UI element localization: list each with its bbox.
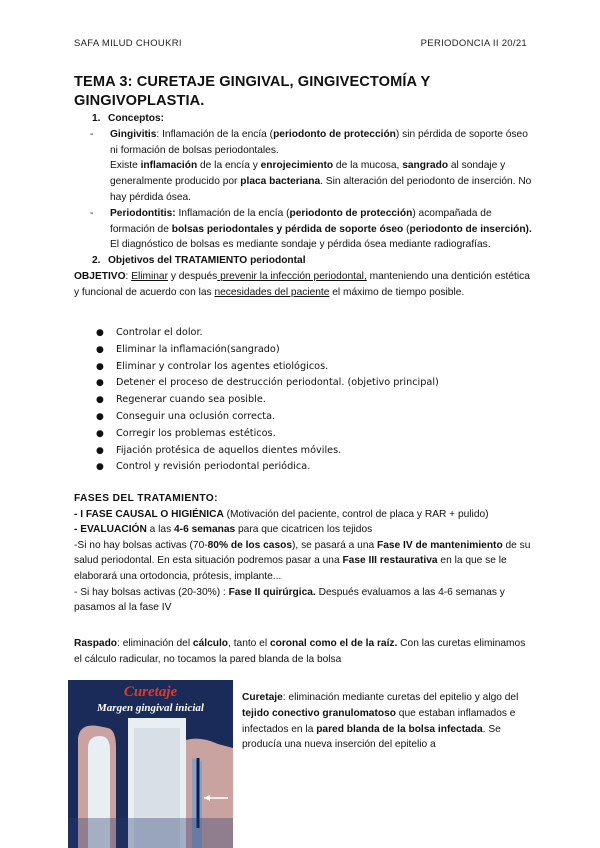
list-item: ● Control y revisión periodontal periódica. bbox=[88, 459, 528, 476]
list-item: ● Conseguir una oclusión correcta. bbox=[88, 409, 528, 426]
bullet-icon: ● bbox=[96, 344, 104, 355]
section-1-heading: 1. Conceptos: bbox=[92, 113, 165, 124]
list-item: ● Controlar el dolor. bbox=[88, 325, 528, 342]
figure-title: Curetaje bbox=[123, 684, 178, 700]
treatment-phases bbox=[74, 491, 534, 616]
curetaje-paragraph: Curetaje: eliminación mediante curetas del epitelio y algo del tejido conectivo granulomatoso que estaban inflamados e infectados en la pared blanda de la bolsa infectada. Se producía una nueva inserción del epitelio a bbox=[242, 692, 519, 751]
header-course: PERIODONCIA II 20/21 bbox=[420, 38, 527, 49]
bullet-icon: ● bbox=[96, 328, 104, 338]
bullet-icon: ● bbox=[96, 361, 104, 372]
list-item: ● Eliminar la inflamación(sangrado) bbox=[88, 342, 528, 359]
list-item: ● Fijación protésica de aquellos dientes móviles. bbox=[88, 443, 528, 460]
section-2-heading: 2. Objetivos del TRATAMIENTO periodontal bbox=[92, 255, 306, 267]
phase-active-pockets: - Si hay bolsas activas (20-30%) : Fase II quirúrgica. Después evaluamos a las 4-6 semanas y pasamos al la fase IV bbox=[74, 586, 505, 614]
header-author: SAFA MILUD CHOUKRI bbox=[74, 38, 182, 49]
periodontitis-definition: - Periodontitis: Inflamación de la encía (periodonto de protección) acompañada de formación de bolsas periodontales y pérdida de soporte óseo (periodonto de inserción). El diagnóstico de bolsas es mediante sondaje y pérdida ósea mediante radiografías. bbox=[90, 207, 532, 251]
figure-subtitle: Margen gingival inicial bbox=[97, 702, 204, 714]
list-item: ● Detener el proceso de destrucción periodontal. (objetivo principal) bbox=[88, 375, 528, 392]
objetivo-paragraph: OBJETIVO: Eliminar y después prevenir la infección periodontal, manteniendo una dentición estética y funcional de acuerdo con las necesidades del paciente el máximo de tiempo posible. bbox=[74, 270, 530, 298]
curetaje-figure bbox=[68, 680, 233, 848]
phases-title: FASES DEL TRATAMIENTO: bbox=[74, 493, 218, 504]
bullet-icon: ● bbox=[96, 395, 104, 406]
objectives-list bbox=[88, 325, 528, 476]
bullet-icon: ● bbox=[96, 411, 104, 422]
list-item: ● Regenerar cuando sea posible. bbox=[88, 392, 528, 409]
phase-evaluation: - EVALUACIÓN a las 4-6 semanas para que cicatricen los tejidos bbox=[74, 524, 373, 536]
gingivitis-definition: - Gingivitis: Inflamación de la encía (periodonto de protección) sin pérdida de soporte óseo ni formación de bolsas periodontales. Existe inflamación de la encía y enrojecimiento de la mucosa, sangrado al sondaje y generalmente producido por placa bacteriana. Sin alteración del periodonto de inserción. No hay pérdida ósea. bbox=[90, 128, 532, 203]
list-item: ● Eliminar y controlar los agentes etiológicos. bbox=[88, 359, 528, 376]
phase-1: - I FASE CAUSAL O HIGIÉNICA (Motivación del paciente, control de placa y RAR + pulido) bbox=[74, 508, 489, 520]
page-title: TEMA 3: CURETAJE GINGIVAL, GINGIVECTOMÍA Y GINGIVOPLASTIA. bbox=[74, 74, 431, 109]
bullet-icon: ● bbox=[96, 428, 104, 439]
phase-no-active-pockets: -Si no hay bolsas activas (70-80% de los casos), se pasará a una Fase IV de mantenimiento de su salud periodontal. En esta situación podremos pasar a una Fase III restaurativa en la que se le elaborará una ortodoncia, prótesis, implante... bbox=[74, 539, 531, 582]
tooth-illustration bbox=[68, 718, 233, 848]
bullet-icon: ● bbox=[96, 462, 104, 473]
bullet-icon: ● bbox=[96, 445, 104, 456]
bullet-icon: ● bbox=[96, 378, 104, 389]
list-item: ● Corregir los problemas estéticos. bbox=[88, 426, 528, 443]
figure-shadow bbox=[68, 818, 233, 848]
raspado-paragraph: Raspado: eliminación del cálculo, tanto el coronal como el de la raíz. Con las curetas eliminamos el cálculo radicular, no tocamos la pared blanda de la bolsa bbox=[74, 638, 526, 665]
concepts-section bbox=[74, 111, 532, 301]
